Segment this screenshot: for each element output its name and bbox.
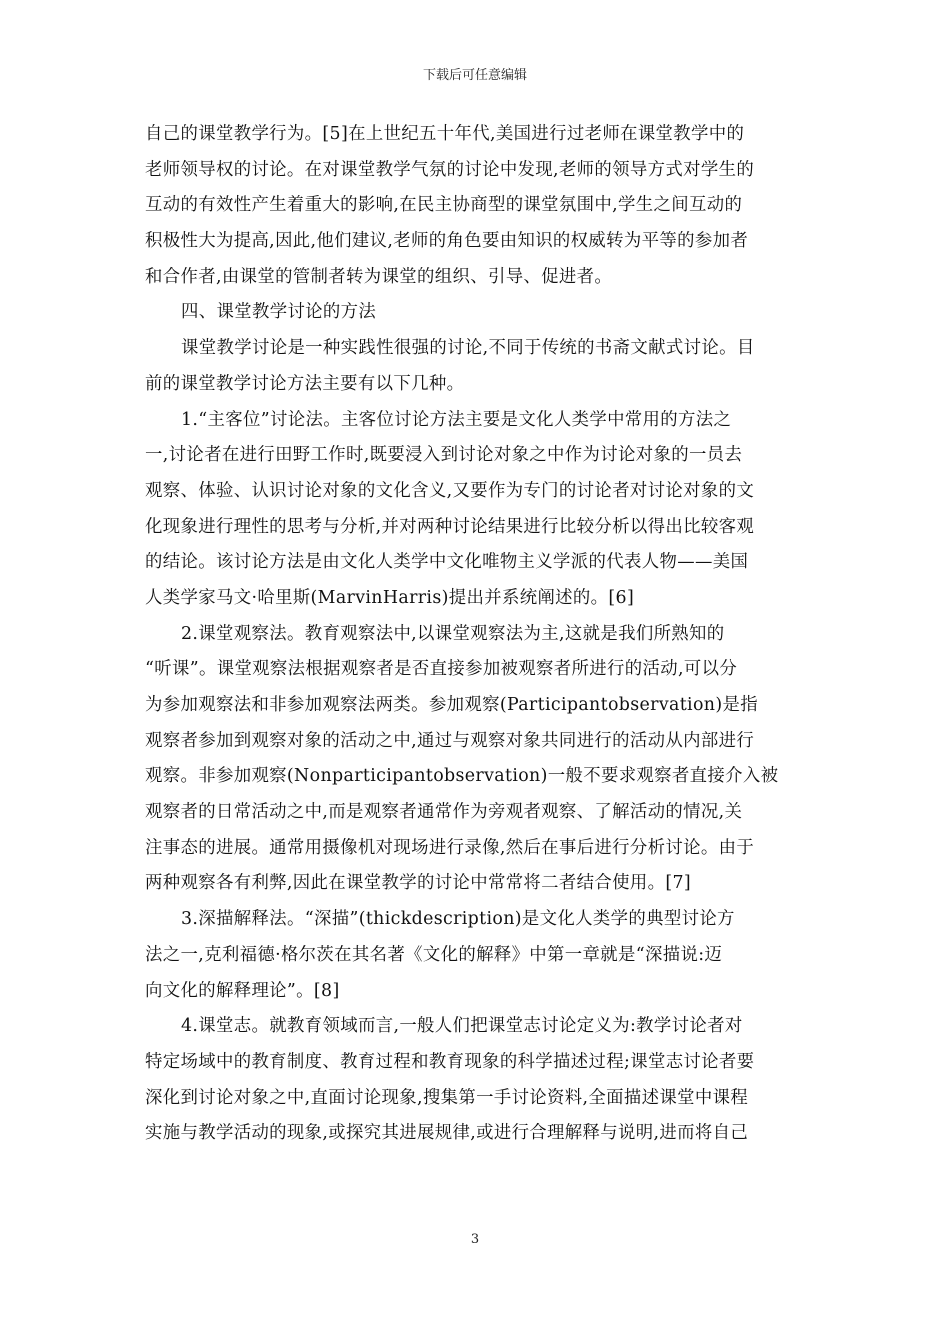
text-line: 观察、体验、认识讨论对象的文化含义,又要作为专门的讨论者对讨论对象的文 xyxy=(145,480,755,501)
paragraph xyxy=(145,620,813,898)
text-line: 和合作者,由课堂的管制者转为课堂的组织、引导、促进者。 xyxy=(145,266,613,287)
text-line: 4.课堂志。就教育领域而言,一般人们把课堂志讨论定义为:教学讨论者对 xyxy=(181,1016,743,1037)
text-line: 向文化的解释理论”。[8] xyxy=(145,980,340,1001)
text-line: 互动的有效性产生着重大的影响,在民主协商型的课堂氛围中,学生之间互动的 xyxy=(145,195,743,216)
text-line: 老师领导权的讨论。在对课堂教学气氛的讨论中发现,老师的领导方式对学生的 xyxy=(145,159,755,180)
text-line: 2.课堂观察法。教育观察法中,以课堂观察法为主,这就是我们所熟知的 xyxy=(181,623,725,644)
text-line: “听课”。课堂观察法根据观察者是否直接参加被观察者所进行的活动,可以分 xyxy=(145,659,738,680)
text-line: 前的课堂教学讨论方法主要有以下几种。 xyxy=(145,373,465,394)
paragraph xyxy=(145,406,813,612)
text-line: 为参加观察法和非参加观察法两类。参加观察(Participantobservation)是指 xyxy=(145,695,758,715)
text-line: 积极性大为提高,因此,他们建议,老师的角色要由知识的权威转为平等的参加者 xyxy=(145,231,749,252)
text-line: 观察者参加到观察对象的活动之中,通过与观察对象共同进行的活动从内部进行 xyxy=(145,730,755,751)
text-line: 注事态的进展。通常用摄像机对现场进行录像,然后在事后进行分析讨论。由于 xyxy=(145,837,755,858)
heading-line: 四、课堂教学讨论的方法 xyxy=(181,302,377,323)
text-line: 观察。非参加观察(Nonparticipantobservation)一般不要求观察者直接介入被 xyxy=(145,766,779,787)
text-line: 一,讨论者在进行田野工作时,既要浸入到讨论对象之中作为讨论对象的一员去 xyxy=(145,445,743,466)
paragraph xyxy=(145,120,813,291)
text-line: 深化到讨论对象之中,直面讨论现象,搜集第一手讨论资料,全面描述课堂中课程 xyxy=(145,1087,749,1108)
text-line: 自己的课堂教学行为。[5]在上世纪五十年代,美国进行过老师在课堂教学中的 xyxy=(145,124,745,144)
section-heading xyxy=(145,298,813,326)
paragraph xyxy=(145,334,813,398)
text-line: 3.深描解释法。“深描”(thickdescription)是文化人类学的典型讨论方 xyxy=(181,909,735,930)
text-line: 特定场域中的教育制度、教育过程和教育现象的科学描述过程;课堂志讨论者要 xyxy=(145,1051,755,1072)
text-line: 化现象进行理性的思考与分析,并对两种讨论结果进行比较分析以得出比较客观 xyxy=(145,516,755,537)
text-line: 法之一,克利福德·格尔茨在其名著《文化的解释》中第一章就是“深描说:迈 xyxy=(145,944,723,965)
text-line: 两种观察各有利弊,因此在课堂教学的讨论中常常将二者结合使用。[7] xyxy=(145,873,692,894)
paragraph xyxy=(145,905,813,1004)
text-line: 的结论。该讨论方法是由文化人类学中文化唯物主义学派的代表人物——美国 xyxy=(145,552,749,573)
page-header: 下载后可任意编辑 xyxy=(422,68,527,83)
text-line: 1.“主客位”讨论法。主客位讨论方法主要是文化人类学中常用的方法之 xyxy=(181,409,732,430)
text-line: 观察者的日常活动之中,而是观察者通常作为旁观者观察、了解活动的情况,关 xyxy=(145,802,743,823)
paragraph xyxy=(145,1012,813,1147)
text-line: 人类学家马文·哈里斯(MarvinHarris)提出并系统阐述的。[6] xyxy=(145,587,635,608)
text-line: 课堂教学讨论是一种实践性很强的讨论,不同于传统的书斋文献式讨论。目 xyxy=(181,338,755,359)
page-number: 3 xyxy=(470,1232,480,1247)
text-line: 实施与教学活动的现象,或探究其进展规律,或进行合理解释与说明,进而将自己 xyxy=(145,1123,749,1144)
document-body xyxy=(145,120,813,1155)
